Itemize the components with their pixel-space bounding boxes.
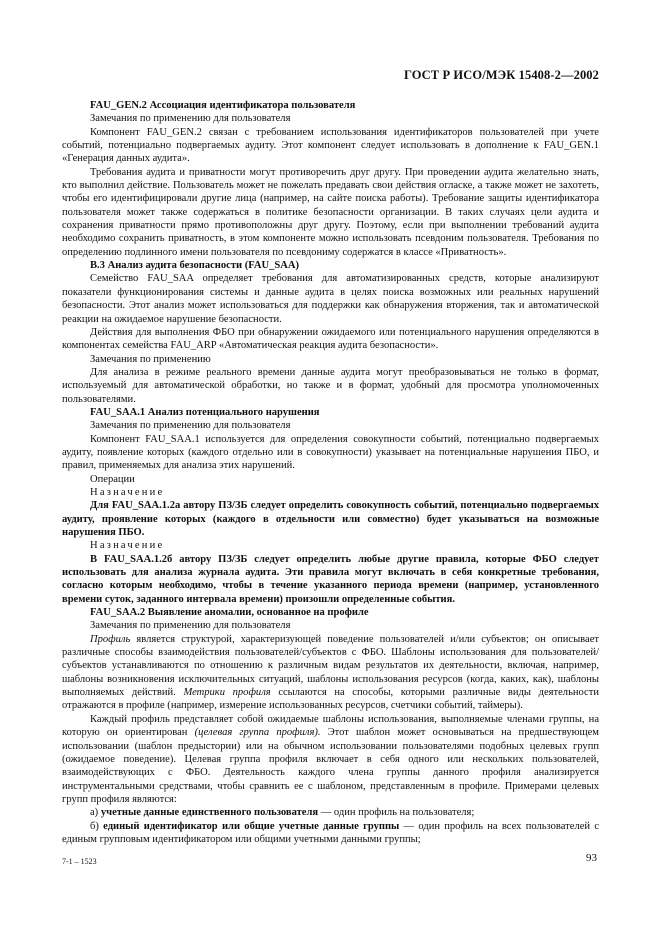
paragraph-text: Каждый профиль представляет собой ожидаемые шаблоны использования, выполняемые членами группы, на которую он ориентирован [62, 713, 599, 739]
paragraph [62, 713, 599, 806]
section-heading [62, 99, 599, 112]
paragraph [62, 272, 599, 325]
footer-print-code: 7-1 – 1523 [62, 857, 97, 866]
paragraph-text: является структурой, характеризующей поведение пользователей и/или субъектов; он описывает различные способы взаимодействия пользователей/субъектов с ФБО. Шаблоны использования для пользователей/субъектов устанавливаются по отношению к различным видам результатов их деятельности, включая, например, шаблоны возникновения исключительных ситуаций, шаблоны использования ресурсов (когда, каких, как), шаблоны выполняемых действий. [62, 633, 599, 699]
paragraph-text: В.3 Анализ аудита безопасности (FAU_SAA) [90, 260, 300, 272]
paragraph-text: Назначение [90, 486, 165, 498]
paragraph [62, 353, 599, 366]
section-heading [62, 406, 599, 419]
paragraph-text: Действия для выполнения ФБО при обнаружении ожидаемого или потенциального нарушения определяются в компонентах семейства FAU_ARP «Автоматическая реакция аудита безопасности». [62, 326, 599, 352]
paragraph-text: б) [90, 820, 104, 832]
paragraph [62, 806, 599, 819]
page-header-title: ГОСТ Р ИСО/МЭК 15408-2—2002 [403, 68, 599, 82]
paragraph [62, 419, 599, 432]
page-number: 93 [586, 852, 597, 864]
paragraph [62, 633, 599, 713]
paragraph-text: FAU_SAA.1 Анализ потенциального нарушения [90, 406, 320, 418]
paragraph-text: Назначение [90, 540, 165, 552]
paragraph-text: Замечания по применению [90, 353, 211, 365]
paragraph-text: ссылаются на способы, которыми различные виды деятельности отражаются в профиле (например, измерение использованных ресурсов, счетчики событий, таймеры). [62, 687, 599, 712]
paragraph-text: Компонент FAU_SAA.1 используется для определения совокупности событий, потенциально подвергаемых аудиту, появление которых (каждого отдельно или в совокупности) указывает на потенциальные нарушения ПБО, и правил, применяемых для анализа этих нарушений. [62, 433, 599, 472]
paragraph [62, 166, 599, 259]
paragraph-text: FAU_SAA.2 Выявление аномалии, основанное на профиле [90, 607, 369, 619]
document-body [62, 99, 599, 846]
paragraph [62, 366, 599, 406]
paragraph-text: учетные данные единственного пользователя [100, 807, 319, 819]
section-heading [62, 259, 599, 272]
paragraph-text: Требования аудита и приватности могут противоречить друг другу. При проведении аудита желательно знать, кто выполнил действие. Пользователь может не пожелать предавать свои действия огласке, а также может не захотеть, чтобы его идентифицировали другие лица (например, на сайте поиска работы). Требование защиты идентификатора пользователя может также содержаться в политике безопасности организации. В таких случаях цели аудита и сохранения приватности прямо противоположны друг другу. Поэтому, если при выполнении требований аудита необходимо сохранить приватность, в этом компоненте можно использовать псевдоним пользователя. Требования по определению подлинного имени пользователя по псевдониму содержатся в классе «Приватность». [62, 166, 599, 258]
section-heading [62, 606, 599, 619]
paragraph [62, 126, 599, 166]
paragraph-text: Профиль [90, 633, 131, 645]
paragraph-text: Этот шаблон может основываться на предшествующем использовании (шаблон предыстории) или на обычном использовании пользователями подобных целевых групп (ожидаемое поведение). Целевая группа профиля включает в себя одного или нескольких пользователей, взаимодействующих с ФБО. Деятельность каждого члена группы данного профиля анализируется инструментальными средствами, чтобы сравнить ее с шаблоном, представленным в профиле. Примерами целевых групп профиля являются: [62, 727, 599, 805]
paragraph-text: Компонент FAU_GEN.2 связан с требованием использования идентификаторов пользователей при учете событий, потенциально подвергаемых аудиту. Этот компонент следует использовать в дополнение к FAU_GEN.1 «Генерация данных аудита». [62, 126, 599, 165]
paragraph-text: (целевая группа профиля). [194, 727, 321, 739]
paragraph [62, 326, 599, 353]
paragraph-text: Для анализа в режиме реального времени данные аудита могут преобразовываться не только в формат, используемый для автоматической обработки, но также и в формат, удобный для просмотра уполномоченных пользователями. [62, 366, 599, 405]
paragraph-text: Замечания по применению для пользователя [90, 113, 291, 125]
paragraph-text: Семейство FAU_SAA определяет требования для автоматизированных средств, которые анализируют показатели функционирования системы и данные аудита в целях поиска возможных или реальных нарушений безопасности. Этот анализ может использоваться для поддержки как обнаружения вторжения, так и автоматической реакции на ожидаемое нарушение безопасности. [62, 273, 599, 325]
paragraph [62, 433, 599, 473]
operation-label [62, 486, 599, 499]
paragraph-text: — один профиль на пользователя; [318, 807, 475, 819]
paragraph [62, 473, 599, 486]
paragraph-text: Замечания по применению для пользователя [90, 620, 291, 632]
paragraph-text: Для FAU_SAA.1.2а автору ПЗ/ЗБ следует определить совокупность событий, потенциально подвергаемых аудиту, проявление которых (каждого в отдельности или совместно) будет указываться на возможные нарушения ПБО. [62, 500, 599, 538]
paragraph [62, 553, 599, 606]
paragraph [62, 112, 599, 125]
paragraph-text: Замечания по применению для пользователя [90, 420, 291, 432]
paragraph-text: В FAU_SAA.1.2б автору ПЗ/ЗБ следует определить любые другие правила, которые ФБО следует использовать для анализа журнала аудита. Эти правила могут включать в себя конкретные требования, согласно которым необходимо, чтобы в течение указанного периода времени (например, установленного времени суток, заданного интервала времени) произошли определенные события. [62, 553, 599, 605]
paragraph-text: а) [90, 807, 101, 819]
paragraph [62, 820, 599, 847]
paragraph [62, 619, 599, 632]
paragraph-text: Метрики профиля [183, 687, 271, 699]
paragraph-text: Операции [90, 473, 135, 485]
paragraph [62, 499, 599, 539]
paragraph-text: единый идентификатор или общие учетные данные группы [103, 820, 400, 832]
operation-label [62, 539, 599, 552]
paragraph-text: — один профиль на всех пользователей с единым групповым идентификатором или общими учетными данными группы; [62, 820, 600, 845]
paragraph-text: FAU_GEN.2 Ассоциация идентификатора пользователя [90, 100, 356, 111]
